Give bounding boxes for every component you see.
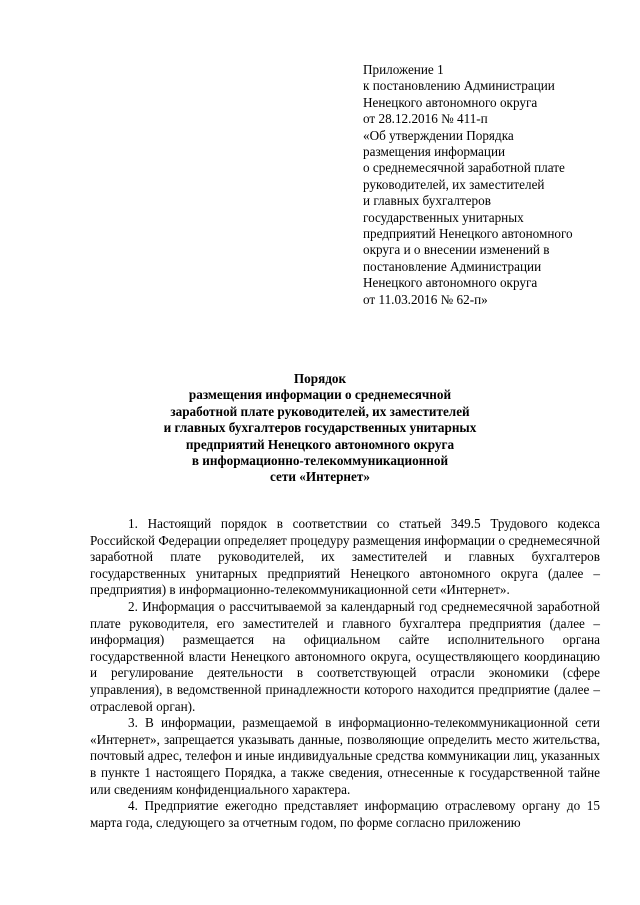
appendix-line: руководителей, их заместителей [363,176,545,192]
paragraph-3: 3. В информации, размещаемой в информационно-телекоммуникационной сети «Интернет», запрещается указывать данные, позволяющие определить место жительства, почтовый адрес, телефон и иные индивидуальные средства коммуникации лиц, указанных в пункте 1 настоящего Порядка, а также сведения, отнесенные к государственной тайне или сведениям конфиденциального характера. [90,715,600,797]
title-line: размещения информации о среднемесячной [188,387,452,403]
appendix-line: государственных унитарных [363,209,524,225]
appendix-line: Приложение 1 [363,62,444,77]
paragraph-4: 4. Предприятие ежегодно представляет информацию отраслевому органу до 15 марта года, следующего за отчетным годом, по форме согласно приложению [90,798,600,830]
appendix-line: от 11.03.2016 № 62-п» [363,291,488,307]
paragraph-1: 1. Настоящий порядок в соответствии со статьей 349.5 Трудового кодекса Российской Федерации определяет процедуру размещения информации о среднемесячной заработной плате руководителей, их заместителей и главных бухгалтеров государственных унитарных предприятий Ненецкого автономного округа (далее – предприятия) в информационно-телекоммуникационной сети «Интернет». [90,516,600,598]
appendix-line: от 28.12.2016 № 411-п [363,111,488,127]
document-title [120,371,520,486]
appendix-line: о среднемесячной заработной плате [363,160,565,176]
appendix-line: и главных бухгалтеров [363,193,491,209]
appendix-line: Ненецкого автономного округа [363,94,538,110]
title-line: предприятий Ненецкого автономного округа [185,436,455,452]
appendix-line: Ненецкого автономного округа [363,275,538,291]
title-line: Порядок [293,371,347,386]
paragraph-2: 2. Информация о рассчитываемой за календарный год среднемесячной заработной плате руководителя, его заместителей и главного бухгалтера предприятия (далее – информация) размещается на официальном сайте исполнительного органа государственной власти Ненецкого автономного округа, осуществляющего координацию и регулирование деятельности в соответствующей отрасли экономики (сфере управления), в ведомственной принадлежности которого находится предприятие (далее – отраслевой орган). [90,598,600,714]
document-body [90,516,600,831]
title-line: в информационно-телекоммуникационной [191,453,449,469]
appendix-header [363,62,613,308]
appendix-line: размещения информации [363,144,506,160]
appendix-line: к постановлению Администрации [363,78,555,94]
title-line: сети «Интернет» [270,469,370,485]
appendix-line: «Об утверждении Порядка [363,127,514,143]
appendix-line: предприятий Ненецкого автономного [363,226,573,242]
appendix-line: округа и о внесении изменений в [363,242,550,258]
title-line: и главных бухгалтеров государственных унитарных [163,420,477,436]
appendix-line: постановление Администрации [363,258,542,274]
title-line: заработной плате руководителей, их заместителей [170,403,470,419]
